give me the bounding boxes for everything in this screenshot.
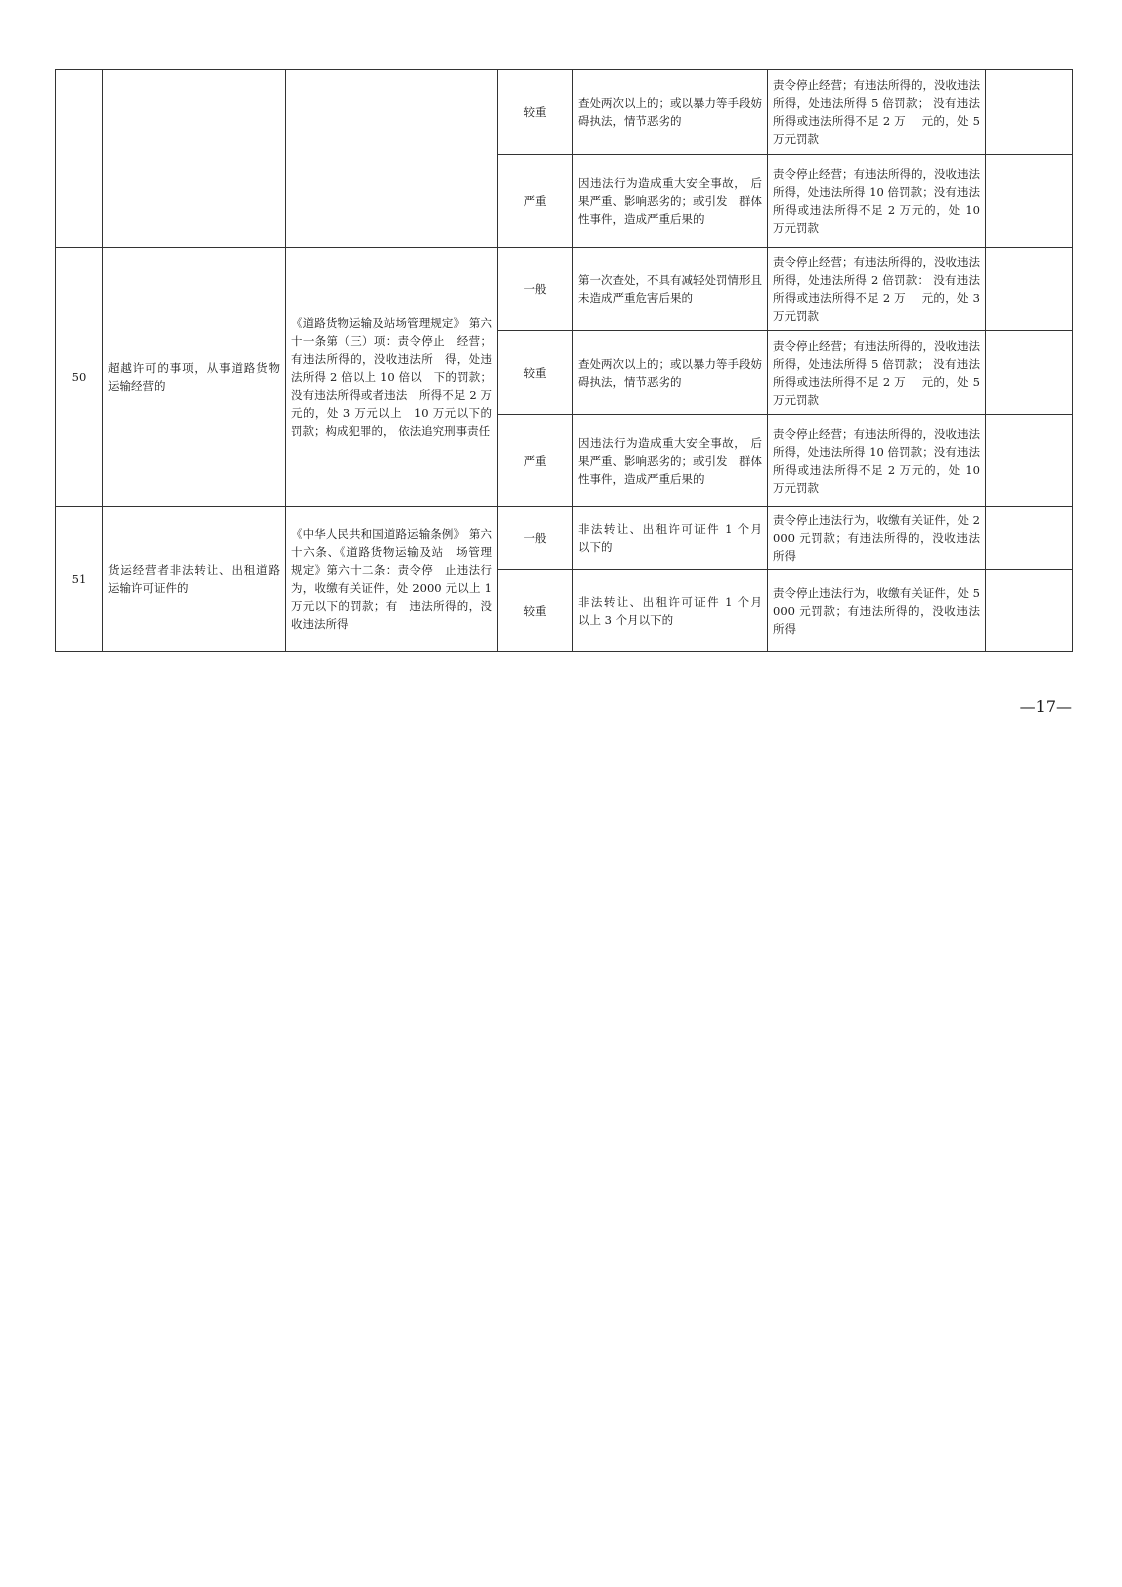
- item-number-cell: [56, 70, 103, 248]
- penalty-text: 责令停止违法行为，收缴有关证件，处 5000 元罚款；有违法所得的，没收违法所得: [768, 570, 986, 652]
- severity-level: 较重: [498, 331, 573, 415]
- item-number: 51: [56, 507, 103, 652]
- violation-description: 超越许可的事项，从事道路货物运输经营的: [103, 248, 286, 507]
- penalty-text: 责令停止经营；有违法所得的，没收违法所得，处违法所得 5 倍罚款； 没有违法所得或违法所得不足 2 万 元的，处 5 万元罚款: [768, 70, 986, 155]
- remarks-cell: [986, 507, 1073, 570]
- penalty-text: 责令停止经营；有违法所得的，没收违法所得，处违法所得 10 倍罚款；没有违法所得或违法所得不足 2 万元的，处 10 万元罚款: [768, 415, 986, 507]
- penalty-text: 责令停止经营；有违法所得的，没收违法所得，处违法所得 10 倍罚款；没有违法所得或违法所得不足 2 万元的，处 10 万元罚款: [768, 155, 986, 248]
- severity-level: 一般: [498, 507, 573, 570]
- circumstance-text: 查处两次以上的；或以暴力等手段妨碍执法，情节恶劣的: [573, 331, 768, 415]
- legal-basis-cell: [286, 70, 498, 248]
- remarks-cell: [986, 331, 1073, 415]
- page-number: —17—: [1019, 697, 1072, 716]
- circumstance-text: 非法转让、出租许可证件 1 个月 以上 3 个月以下的: [573, 570, 768, 652]
- table-row: [56, 507, 1073, 570]
- remarks-cell: [986, 70, 1073, 155]
- severity-level: 一般: [498, 248, 573, 331]
- violation-description: 货运经营者非法转让、出租道路运输许可证件的: [103, 507, 286, 652]
- circumstance-text: 查处两次以上的；或以暴力等手段妨碍执法，情节恶劣的: [573, 70, 768, 155]
- severity-level: 较重: [498, 70, 573, 155]
- penalty-text: 责令停止违法行为，收缴有关证件，处 2000 元罚款；有违法所得的，没收违法所得: [768, 507, 986, 570]
- penalty-text: 责令停止经营；有违法所得的，没收违法所得，处违法所得 5 倍罚款； 没有违法所得或违法所得不足 2 万 元的，处 5 万元罚款: [768, 331, 986, 415]
- legal-basis: 《中华人民共和国道路运输条例》 第六十六条、《道路货物运输及站 场管理规定》第六十二条：责令停 止违法行为，收缴有关证件，处 2000 元以上 1 万元以下的罚款；有 违法所得的，没收违法所得: [286, 507, 498, 652]
- severity-level: 较重: [498, 570, 573, 652]
- remarks-cell: [986, 415, 1073, 507]
- severity-level: 严重: [498, 155, 573, 248]
- table-row: [56, 248, 1073, 331]
- remarks-cell: [986, 570, 1073, 652]
- violation-description-cell: [103, 70, 286, 248]
- table-row: [56, 70, 1073, 155]
- penalty-table: [55, 69, 1073, 652]
- severity-level: 严重: [498, 415, 573, 507]
- circumstance-text: 因违法行为造成重大安全事故， 后果严重、影响恶劣的；或引发 群体性事件，造成严重后果的: [573, 155, 768, 248]
- item-number: 50: [56, 248, 103, 507]
- penalty-text: 责令停止经营；有违法所得的，没收违法所得，处违法所得 2 倍罚款： 没有违法所得或违法所得不足 2 万 元的，处 3 万元罚款: [768, 248, 986, 331]
- circumstance-text: 第一次查处，不具有减轻处罚情形且未造成严重危害后果的: [573, 248, 768, 331]
- remarks-cell: [986, 248, 1073, 331]
- legal-basis: 《道路货物运输及站场管理规定》 第六十一条第（三）项：责令停止 经营；有违法所得的，没收违法所 得，处违法所得 2 倍以上 10 倍以 下的罚款；没有违法所得或者违法 所得不足 2 万元的，处 3 万元以上 10 万元以下的罚款；构成犯罪的， 依法追究刑事责任: [286, 248, 498, 507]
- circumstance-text: 非法转让、出租许可证件 1 个月 以下的: [573, 507, 768, 570]
- circumstance-text: 因违法行为造成重大安全事故， 后果严重、影响恶劣的；或引发 群体性事件，造成严重后果的: [573, 415, 768, 507]
- remarks-cell: [986, 155, 1073, 248]
